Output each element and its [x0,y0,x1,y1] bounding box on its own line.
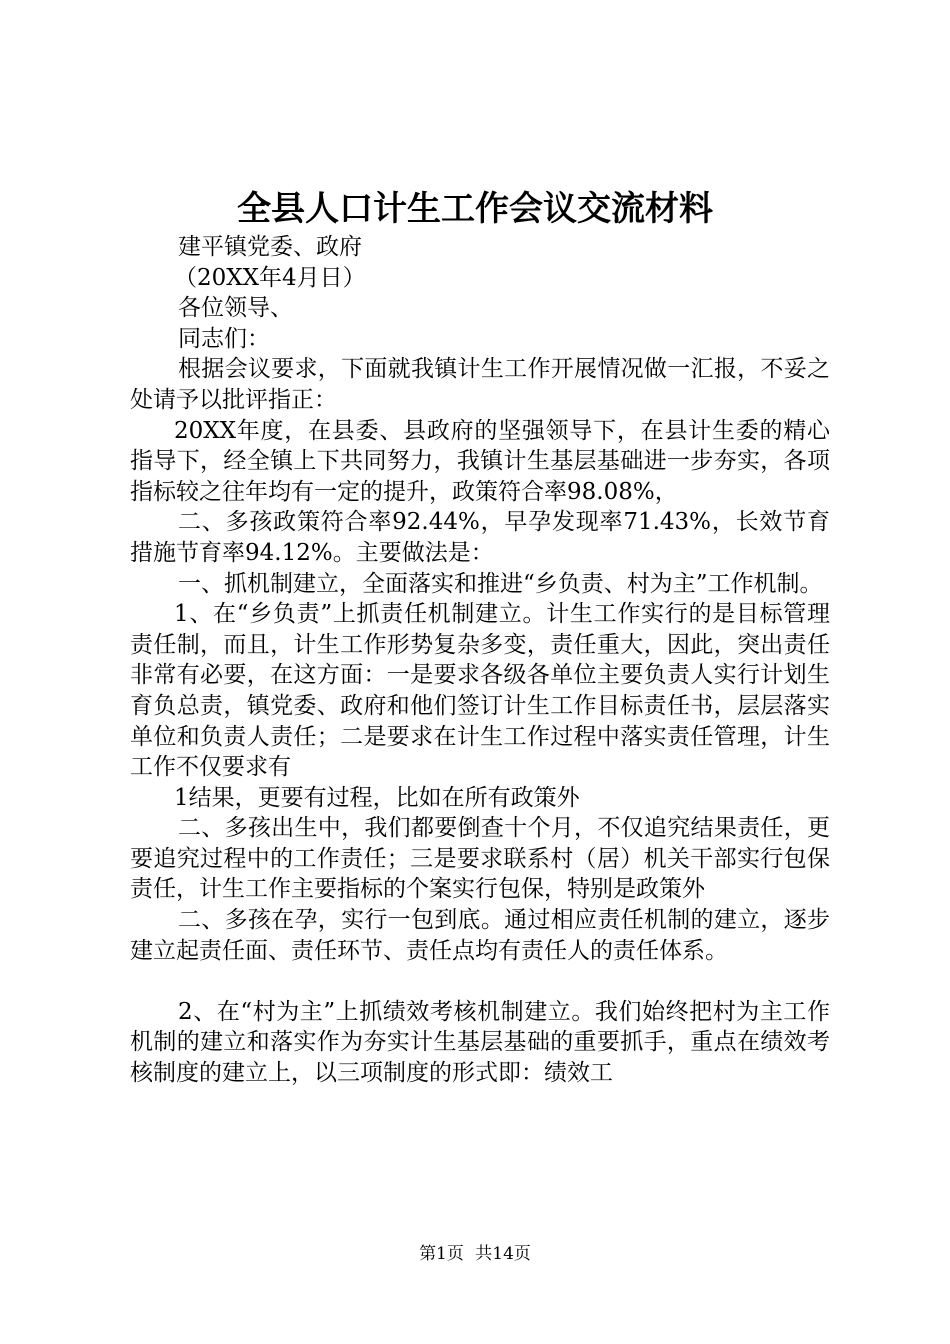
paragraph-salutation-2: 同志们： [178,325,270,352]
paragraph-issuer: 建平镇党委、政府 [178,234,362,260]
paragraph-indicators: 二、多孩政策符合率92.44%，早孕发现率71.43%，长效节育措施节育率94.12%。主要做法是： [130,509,830,566]
document-body [130,232,830,1089]
paragraph-item-1: 1、在“乡负责”上抓责任机制建立。计生工作实行的是目标管理责任制，而且，计生工作形势复杂多变，责任重大，因此，突出责任非常有必要，在这方面：一是要求各级各单位主要负责人实行计划生育负总责，镇党委、政府和他们签订计生工作目标责任书，层层落实单位和负责人责任；二是要求在计生工作过程中落实责任管理，计生工作不仅要求有 [130,601,830,781]
paragraph-date: （20XX年4月日） [174,264,366,291]
paragraph-fragment: 1结果，更要有过程，比如在所有政策外 [174,784,580,811]
page-footer: 第1页 共14页 [419,1244,531,1264]
paragraph-item-2: 2、在“村为主”上抓绩效考核机制建立。我们始终把村为主工作机制的建立和落实作为夯实计生基层基础的重要抓手，重点在绩效考核制度的建立上，以三项制度的形式即：绩效工 [130,998,830,1087]
paragraph-accountability: 二、多孩出生中，我们都要倒查十个月，不仅追究结果责任，更要追究过程中的工作责任；三是要求联系村（居）机关干部实行包保责任，计生工作主要指标的个案实行包保，特别是政策外 [130,815,830,903]
document-title: 全县人口计生工作会议交流材料 [237,189,713,229]
paragraph-section-1: 一、抓机制建立，全面落实和推进“乡负责、村为主”工作机制。 [178,570,823,597]
paragraph-responsibility-system: 二、多孩在孕，实行一包到底。通过相应责任机制的建立，逐步建立起责任面、责任环节、责任点均有责任人的责任体系。 [130,907,830,964]
paragraph-salutation-1: 各位领导、 [178,295,293,322]
paragraph-year-summary: 20XX年度，在县委、县政府的坚强领导下，在县计生委的精心指导下，经全镇上下共同努力，我镇计生基层基础进一步夯实，各项指标较之往年均有一定的提升，政策符合率98.08%， [130,417,830,505]
paragraph-intro: 根据会议要求，下面就我镇计生工作开展情况做一汇报，不妥之处请予以批评指正： [130,356,830,413]
